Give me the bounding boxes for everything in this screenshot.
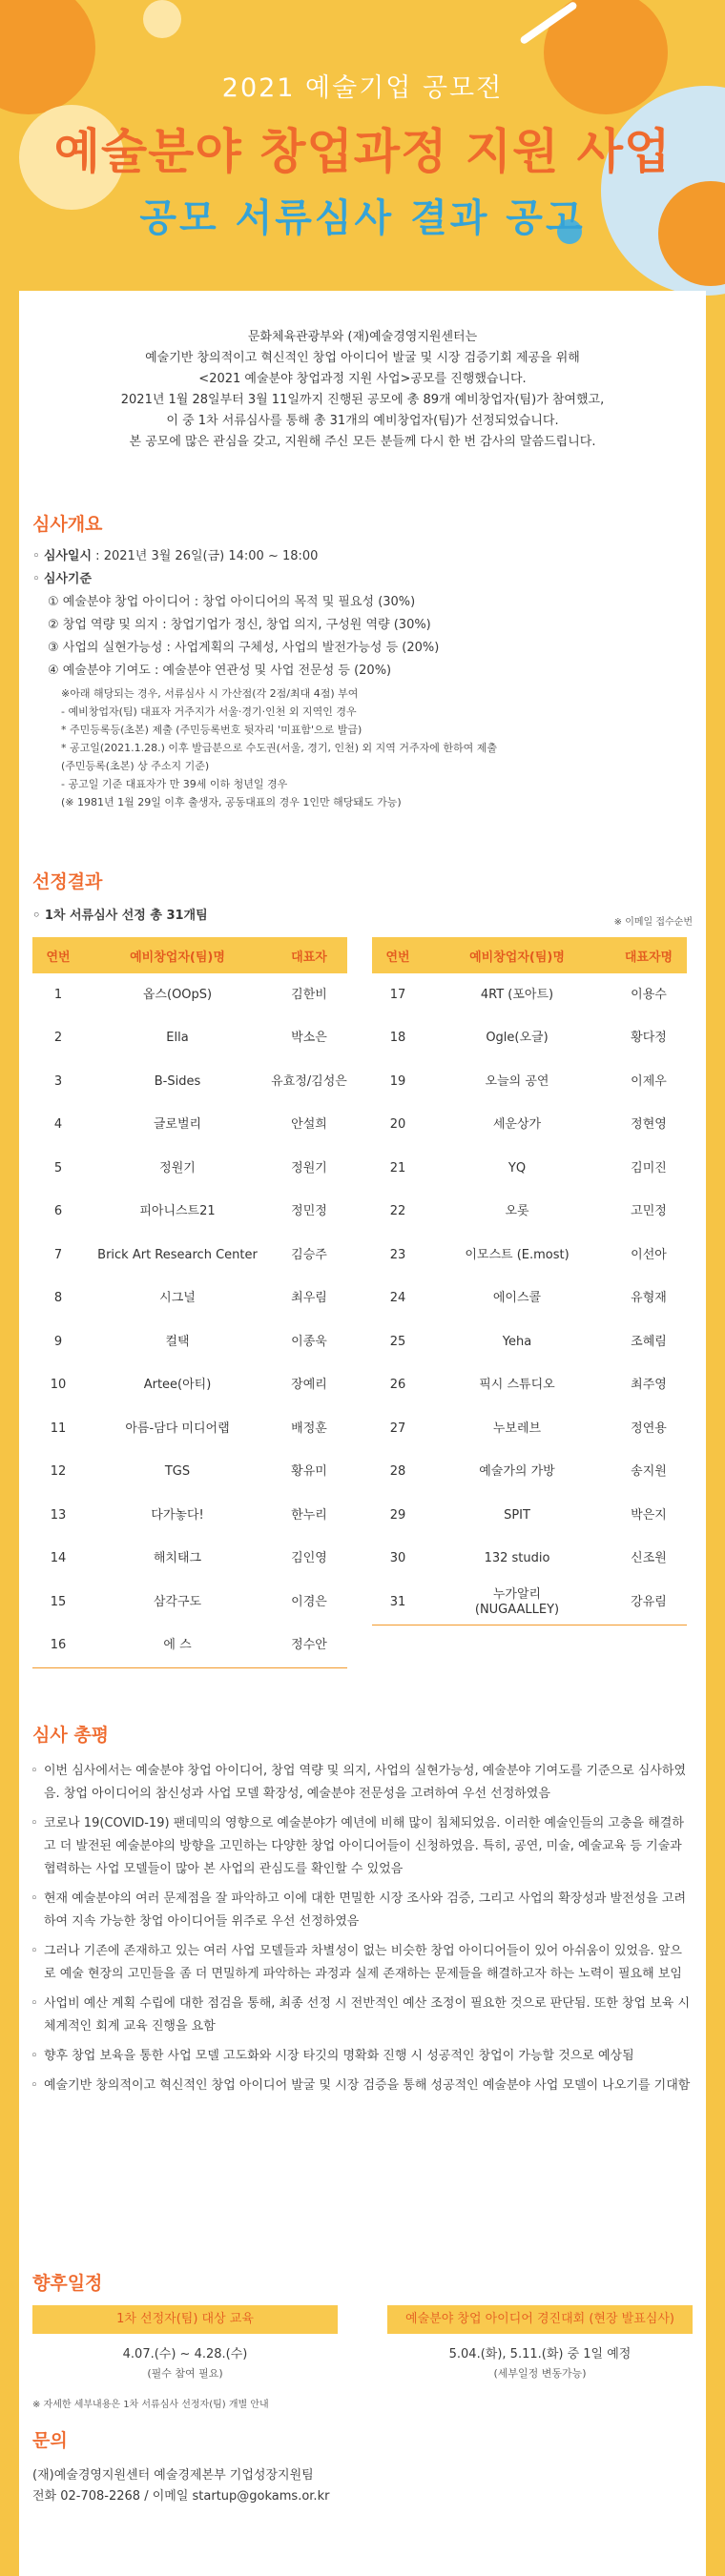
date-value: : 2021년 3월 26일(금) 14:00 ~ 18:00 (92, 549, 319, 563)
table-row (32, 1234, 347, 1278)
team-name: 컬택 (165, 1334, 190, 1349)
team-name: Brick Art Research Center (97, 1247, 258, 1262)
overview-notes (19, 685, 706, 811)
note-line: * 주민등록등(초본) 제출 (주민등록번호 뒷자리 '미표함'으로 발급) (61, 724, 362, 736)
row-number: 7 (53, 1247, 63, 1262)
team-name: 132 studio (484, 1551, 550, 1566)
results-table-left (32, 937, 347, 1668)
row-number: 14 (50, 1551, 67, 1566)
row-number: 12 (50, 1464, 67, 1480)
representative: 최우림 (291, 1291, 327, 1306)
results-title: 선정결과 (32, 871, 103, 892)
team-name: Ella (166, 1031, 189, 1046)
review-item: ◦ 예술기반 창의적이고 혁신적인 창업 아이디어 발굴 및 시장 검증을 통해 성공적인 예술분야 사업 모델이 나오기를 기대함 (19, 2075, 706, 2097)
team-name: 픽시 스튜디오 (479, 1378, 555, 1393)
representative: 정원기 (291, 1160, 327, 1176)
row-number: 3 (53, 1073, 63, 1089)
row-number: 13 (50, 1507, 67, 1523)
table-row (32, 1494, 347, 1538)
header-title: 예술분야 창업과정 지원 사업 (53, 124, 672, 179)
content-card (19, 291, 706, 2576)
team-name: 누가알리 (NUGAALLEY) (474, 1586, 560, 1617)
review-list (19, 1760, 706, 2097)
table-row (372, 1017, 687, 1061)
note-line: (※ 1981년 1월 29일 이후 출생자, 공동대표의 경우 1인만 해당돼도 가능) (61, 796, 402, 808)
schedule-bar: 1차 선정자(팀) 대상 교육 (32, 2305, 338, 2334)
representative: 김승주 (291, 1247, 327, 1262)
table-row (32, 1147, 347, 1191)
row-number: 4 (53, 1117, 63, 1133)
note-line: ※아래 해당되는 경우, 서류심사 시 가산점(각 2점/최대 4점) 부여 (61, 687, 359, 700)
table-row (372, 1451, 687, 1495)
representative: 황다정 (631, 1031, 667, 1046)
team-name: Yeha (502, 1334, 532, 1349)
team-name: 삼각구도 (153, 1594, 202, 1609)
team-name: 피아니스트21 (139, 1204, 216, 1219)
criteria-item: ① 예술분야 창업 아이디어 : 창업 아이디어의 목적 및 필요성 (30%) (48, 595, 416, 609)
row-number: 29 (389, 1507, 406, 1523)
review-item: ◦ 현재 예술분야의 여러 문제점을 잘 파악하고 이에 대한 면밀한 시장 조사와 검증, 그리고 사업의 확장성과 발전성을 고려하여 지속 가능한 창업 아이디어들 위주로 우선 선정하였음 (19, 1888, 706, 1933)
table-header (32, 937, 347, 973)
representative: 이선아 (631, 1247, 667, 1262)
note-line: (주민등록(초본) 상 주소지 기준) (61, 760, 210, 772)
table-row (372, 1278, 687, 1321)
review-item: ◦ 이번 심사에서는 예술분야 창업 아이디어, 창업 역량 및 의지, 사업의 실현가능성, 예술분야 기여도를 기준으로 심사하였음. 창업 아이디어의 참신성과 사업 모델 확장성, 예술분야 전문성을 고려하여 우선 선정하였음 (19, 1760, 706, 1806)
team-name: 시그널 (159, 1291, 196, 1306)
row-number: 30 (389, 1551, 406, 1566)
table-row (372, 1407, 687, 1451)
overview-section (19, 510, 706, 811)
team-name: TGS (164, 1464, 191, 1480)
representative: 강유림 (631, 1594, 667, 1609)
note-line: - 예비창업자(팀) 대표자 거주지가 서울·경기·인천 외 지역인 경우 (61, 705, 357, 718)
header-cell: 예비창업자(팀)명 (130, 950, 225, 965)
representative: 한누리 (291, 1507, 327, 1523)
row-number: 16 (50, 1638, 67, 1653)
team-name: 세운상가 (492, 1117, 542, 1133)
count-text: 1차 서류심사 선정 총 31개팀 (44, 909, 208, 923)
criteria-item: ② 창업 역량 및 의지 : 창업기업가 정신, 창업 의지, 구성원 역량 (30%) (48, 618, 431, 632)
row-number: 10 (50, 1378, 67, 1393)
overview-title: 심사개요 (32, 514, 103, 535)
representative: 유효정/김성은 (271, 1073, 347, 1089)
representative: 황유미 (291, 1464, 327, 1480)
table-row (372, 1060, 687, 1104)
table-row (372, 1147, 687, 1191)
team-name: 4RT (포아트) (480, 987, 554, 1002)
representative: 김미진 (631, 1160, 667, 1176)
schedule-item-contest (387, 2305, 693, 2381)
table-row (32, 1191, 347, 1235)
review-title: 심사 총평 (32, 1725, 110, 1746)
results-count: ◦ 1차 서류심사 선정 총 31개팀 (32, 909, 208, 923)
intro-text (19, 291, 706, 453)
representative: 김한비 (291, 987, 327, 1002)
representative: 조혜림 (631, 1334, 667, 1349)
row-number: 27 (389, 1421, 406, 1436)
row-number: 20 (389, 1117, 406, 1133)
row-number: 24 (389, 1291, 406, 1306)
row-number: 26 (389, 1378, 406, 1393)
table-row (32, 1538, 347, 1582)
representative: 박소은 (291, 1031, 327, 1046)
schedule-section (19, 2269, 706, 2410)
row-number: 8 (53, 1291, 63, 1306)
header-cell: 대표자명 (624, 950, 673, 965)
row-number: 31 (389, 1594, 406, 1609)
table-row (372, 1538, 687, 1582)
schedule-item-education (32, 2305, 338, 2381)
table-row (372, 1104, 687, 1148)
team-name: 오늘의 공연 (485, 1073, 549, 1089)
table-row (32, 1320, 347, 1364)
header-cell: 예비창업자(팀)명 (469, 950, 565, 965)
intro-line: 본 공모에 많은 관심을 갖고, 지원해 주신 모든 분들께 다시 한 번 감사의 말씀드립니다. (129, 435, 596, 449)
schedule-title: 향후일정 (32, 2273, 103, 2294)
representative: 신조원 (631, 1551, 667, 1566)
note-line: - 공고일 기준 대표자가 만 39세 이하 청년일 경우 (61, 778, 288, 790)
table-row (372, 973, 687, 1017)
team-name: 정원기 (159, 1160, 196, 1176)
review-item: ◦ 그러나 기존에 존재하고 있는 여러 사업 모델들과 차별성이 없는 비슷한 창업 아이디어들이 있어 아쉬움이 있었음. 앞으로 예술 현장의 고민들을 좀 더 면밀하게 파악하는 과정과 실제 존재하는 문제들을 해결하고자 하는 노력이 필요해 보임 (19, 1940, 706, 1986)
representative: 정연용 (631, 1421, 667, 1436)
team-name: 아름-담다 미디어랩 (125, 1421, 230, 1436)
representative: 송지원 (631, 1464, 667, 1480)
team-name: SPIT (504, 1507, 530, 1523)
team-name: 다가놓다! (151, 1507, 204, 1523)
team-name: 누보레브 (492, 1421, 542, 1436)
review-item: ◦ 향후 창업 보육을 통한 사업 모델 고도화와 시장 타깃의 명확화 진행 시 성공적인 창업이 가능할 것으로 예상됨 (19, 2045, 706, 2068)
schedule-date: 5.04.(화), 5.11.(화) 중 1일 예정 (448, 2347, 632, 2361)
team-name: 옵스(OOpS) (142, 987, 213, 1002)
team-name: 예술가의 가방 (479, 1464, 555, 1480)
date-label: 심사일시 (43, 549, 93, 563)
row-number: 11 (50, 1421, 67, 1436)
representative: 이경은 (291, 1594, 327, 1609)
representative: 안설희 (291, 1117, 327, 1133)
table-row (32, 1581, 347, 1625)
overview-criteria: ◦ 심사기준 (32, 572, 93, 586)
representative: 이종욱 (291, 1334, 327, 1349)
criteria-item: ③ 사업의 실현가능성 : 사업계획의 구체성, 사업의 발전가능성 등 (20%) (48, 641, 440, 655)
team-name: 해치태그 (153, 1551, 202, 1566)
team-name: YQ (508, 1160, 527, 1176)
table-row (372, 1494, 687, 1538)
header-subtitle: 2021 예술기업 공모전 (221, 73, 504, 103)
table-row (32, 1278, 347, 1321)
row-number: 5 (53, 1160, 63, 1176)
criteria-label: 심사기준 (43, 572, 93, 586)
header-cell: 대표자 (291, 950, 327, 965)
team-name: 이모스트 (E.most) (465, 1247, 570, 1262)
team-name: 글로벌리 (153, 1117, 202, 1133)
representative: 최주영 (631, 1378, 667, 1393)
row-number: 22 (389, 1204, 406, 1219)
team-name: 오롯 (505, 1204, 529, 1219)
table-row (372, 1364, 687, 1408)
contact-org: (재)예술경영지원센터 예술경제본부 기업성장지원팀 (32, 2468, 314, 2483)
table-row (32, 1451, 347, 1495)
row-number: 21 (389, 1160, 406, 1176)
schedule-sub: (세부일정 변동가능) (493, 2367, 587, 2380)
representative: 김인영 (291, 1551, 327, 1566)
table-row (372, 1581, 687, 1625)
schedule-note: ※ 자세한 세부내용은 1차 서류심사 선정자(팀) 개별 안내 (32, 2400, 269, 2410)
schedule-sub: (필수 참여 필요) (147, 2367, 223, 2380)
team-name: Ogle(오글) (486, 1031, 549, 1046)
table-row (372, 1191, 687, 1235)
overview-date: ◦ 심사일시 : 2021년 3월 26일(금) 14:00 ~ 18:00 (32, 549, 319, 563)
row-number: 19 (389, 1073, 406, 1089)
contact-section (19, 2426, 706, 2507)
row-number: 28 (389, 1464, 406, 1480)
row-number: 15 (50, 1594, 67, 1609)
review-section (19, 1721, 706, 2104)
poster-header (0, 0, 725, 276)
representative: 고민정 (631, 1204, 667, 1219)
team-name: 에이스콜 (492, 1291, 542, 1306)
note-line: * 공고일(2021.1.28.) 이후 발급분으로 수도권(서울, 경기, 인천) 외 지역 거주자에 한하여 제출 (61, 742, 498, 754)
row-number: 2 (53, 1031, 63, 1046)
contact-title: 문의 (32, 2430, 68, 2451)
row-number: 18 (389, 1031, 406, 1046)
intro-line: 이 중 1차 서류심사를 통해 총 31개의 예비창업자(팀)가 선정되었습니다. (166, 414, 559, 428)
table-row (372, 1320, 687, 1364)
overview-body (19, 545, 706, 683)
intro-line: 예술기반 창의적이고 혁신적인 창업 아이디어 발굴 및 시장 검증기회 제공을 위해 (145, 351, 580, 365)
intro-line: <2021 예술분야 창업과정 지원 사업>공모를 진행했습니다. (198, 372, 527, 386)
header-cell: 연번 (385, 950, 410, 965)
review-item: ◦ 사업비 예산 계획 수립에 대한 점검을 통해, 최종 선정 시 전반적인 예산 조정이 필요한 것으로 판단됨. 또한 창업 보육 시 체계적인 회계 교육 진행을 요함 (19, 1993, 706, 2038)
row-number: 17 (389, 987, 406, 1002)
intro-line: 문화체육관광부와 (재)예술경영지원센터는 (247, 330, 478, 344)
table-row (32, 1625, 347, 1668)
table-row (372, 1234, 687, 1278)
intro-line: 2021년 1월 28일부터 3월 11일까지 진행된 공모에 총 89개 예비창업자(팀)가 참여했고, (120, 393, 605, 407)
table-row (32, 1407, 347, 1451)
results-note: ※ 이메일 접수순번 (613, 917, 693, 928)
row-number: 25 (389, 1334, 406, 1349)
representative: 이제우 (631, 1073, 667, 1089)
table-row (32, 1060, 347, 1104)
table-row (32, 1364, 347, 1408)
header-cell: 연번 (46, 950, 71, 965)
contact-phone: 전화 02-708-2268 / 이메일 startup@gokams.or.kr (32, 2489, 330, 2504)
representative: 정수안 (291, 1638, 327, 1653)
representative: 유형재 (631, 1291, 667, 1306)
representative: 장예리 (291, 1378, 327, 1393)
review-item: ◦ 코로나 19(COVID-19) 팬데믹의 영향으로 예술분야가 예년에 비해 많이 침체되었음. 이러한 예술인들의 고충을 해결하고 더 발전된 예술분야의 방향을 고민하는 다양한 창업 아이디어들이 신청하였음. 특히, 공연, 미술, 예술교육 등 기술과 협력하는 사업 모델들이 많아 본 사업의 관심도를 확인할 수 있었음 (19, 1812, 706, 1881)
schedule-bar: 예술분야 창업 아이디어 경진대회 (현장 발표심사) (387, 2305, 693, 2334)
team-name: 에 스 (163, 1638, 192, 1653)
results-section (19, 868, 706, 1653)
row-number: 1 (53, 987, 63, 1002)
representative: 박은지 (631, 1507, 667, 1523)
table-header (372, 937, 687, 973)
team-name: B-Sides (154, 1073, 201, 1089)
representative: 정민정 (291, 1204, 327, 1219)
table-row (32, 1104, 347, 1148)
header-title-2: 공모 서류심사 결과 공고 (139, 196, 586, 240)
row-number: 23 (389, 1247, 406, 1262)
row-number: 9 (53, 1334, 63, 1349)
table-row (32, 1017, 347, 1061)
results-table-right (372, 937, 687, 1625)
table-row (32, 973, 347, 1017)
criteria-item: ④ 예술분야 기여도 : 예술분야 연관성 및 사업 전문성 등 (20%) (48, 664, 392, 678)
row-number: 6 (53, 1204, 63, 1219)
schedule-date: 4.07.(수) ~ 4.28.(수) (122, 2347, 248, 2361)
representative: 정현영 (631, 1117, 667, 1133)
representative: 배정훈 (291, 1421, 327, 1436)
representative: 이용수 (631, 987, 667, 1002)
team-name: Artee(아티) (143, 1378, 212, 1393)
table-bottom-line (32, 1667, 347, 1668)
